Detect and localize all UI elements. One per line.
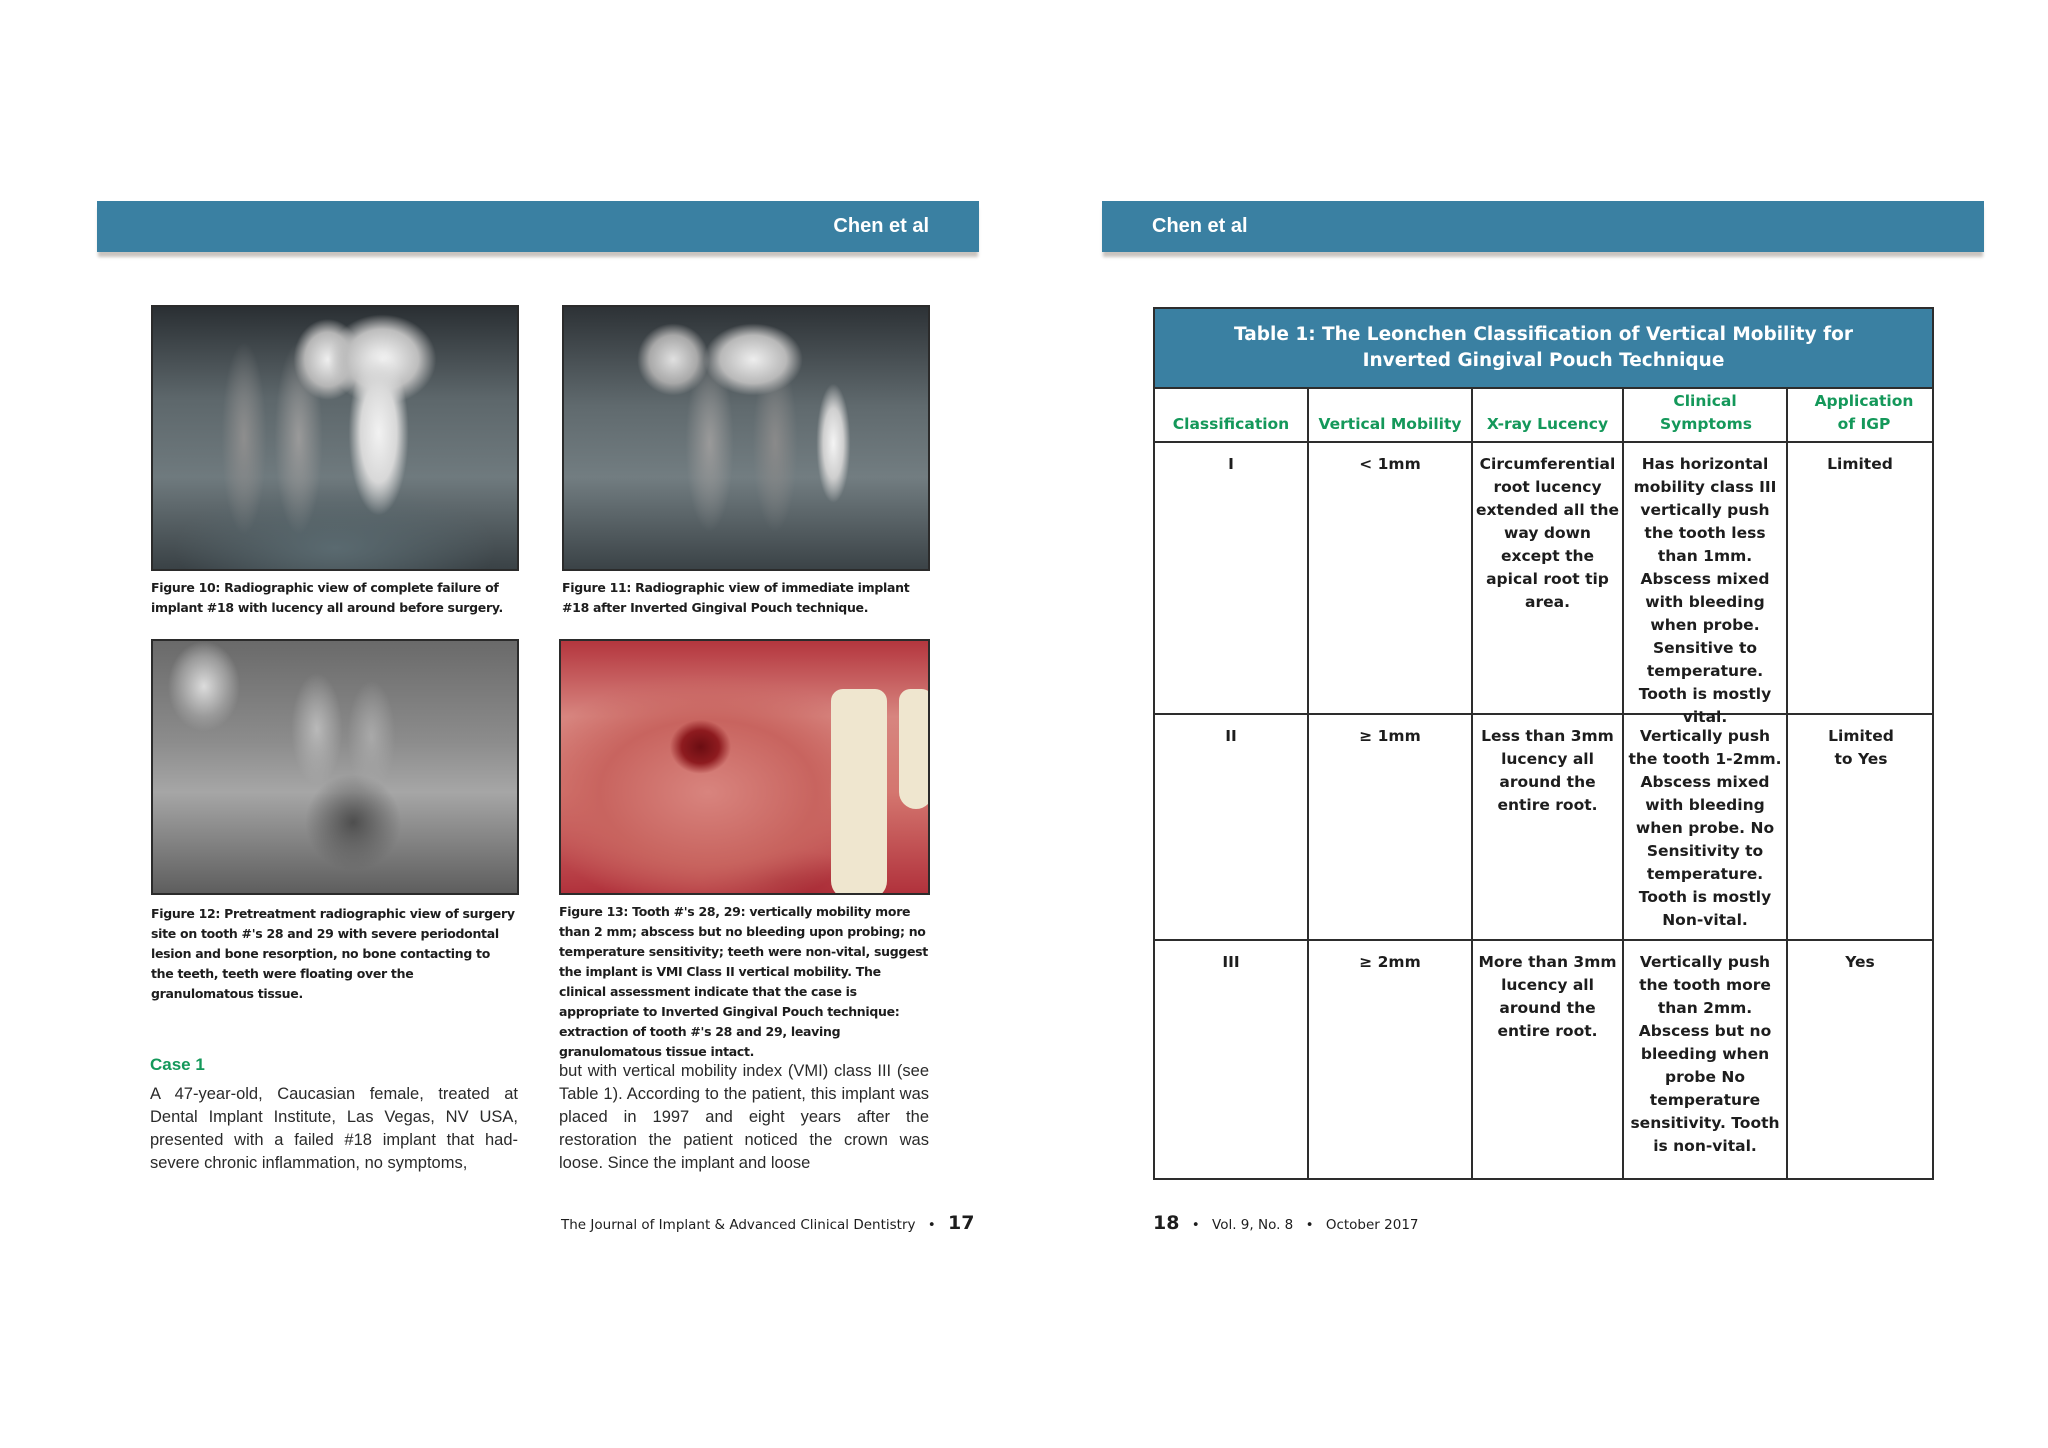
table-rule bbox=[1786, 387, 1788, 1178]
figure-13-text: Tooth #'s 28, 29: vertically mobility more than 2 mm; abscess but no bleeding upon probing; no temperature sensitivity; teeth were non-vital, suggest the implant is VMI Class II vertical mobility. The clinical assessment indicate that the case is appropriate to Inverted Gingival Pouch technique: extraction of tooth #'s 28 and 29, leaving granulomatous tissue intact. bbox=[559, 904, 928, 1059]
row-2-classification: II bbox=[1225, 727, 1237, 745]
row-3-symptoms: Vertically push the tooth more than 2mm. Abscess but no bleeding when probe No temperature sensitivity. Tooth is non-vital. bbox=[1630, 953, 1780, 1155]
figure-10-label: Figure 10: bbox=[151, 580, 221, 595]
row-1-mobility: < 1mm bbox=[1359, 455, 1421, 473]
footer-bullet: • bbox=[927, 1217, 936, 1233]
tooth-crown-edge bbox=[899, 689, 930, 809]
footer-right bbox=[1153, 1212, 1419, 1234]
row-3-classification: III bbox=[1222, 953, 1240, 971]
figure-13-caption bbox=[559, 902, 931, 1062]
header-xray-lucency: X-ray Lucency bbox=[1486, 415, 1609, 433]
running-head-left: Chen et al bbox=[833, 215, 929, 237]
body-column-1: A 47-year-old, Caucasian female, treated at Dental Implant Institute, Las Vegas, NV USA, presented with a failed #18 implant that had-severe chronic inflammation, no symptoms, bbox=[150, 1085, 518, 1172]
table-title-line-2: Inverted Gingival Pouch Technique bbox=[1362, 350, 1725, 371]
table-rule bbox=[1155, 387, 1932, 389]
header-clinical-symptoms: Clinical Symptoms bbox=[1660, 392, 1752, 433]
row-2-symptoms: Vertically push the tooth 1-2mm. Abscess mixed with bleeding when probe. No Sensitivity to temperature. Tooth is mostly Non-vital. bbox=[1628, 727, 1782, 929]
table-rule bbox=[1155, 939, 1932, 941]
figure-12-radiograph bbox=[151, 639, 519, 895]
figure-13-clinical-photo bbox=[559, 639, 930, 895]
table-rule bbox=[1307, 387, 1309, 1178]
body-column-2: but with vertical mobility index (VMI) class III (see Table 1). According to the patient, this implant was placed in 1997 and eight years after the restoration the patient noticed the crown was loose. Since the implant and loose bbox=[559, 1062, 929, 1172]
footer-date: October 2017 bbox=[1325, 1217, 1419, 1233]
row-2-lucency: Less than 3mm lucency all around the entire root. bbox=[1481, 727, 1614, 814]
tooth-crown bbox=[831, 689, 887, 895]
row-2-mobility: ≥ 1mm bbox=[1359, 727, 1421, 745]
row-3-mobility: ≥ 2mm bbox=[1359, 953, 1421, 971]
footer-journal-name: The Journal of Implant & Advanced Clinical Dentistry bbox=[561, 1217, 916, 1233]
figure-10-caption bbox=[151, 578, 521, 618]
row-1-application: Limited bbox=[1827, 455, 1893, 473]
row-1-classification: I bbox=[1228, 455, 1234, 473]
figure-11-text: Radiographic view of immediate implant #18 after Inverted Gingival Pouch technique. bbox=[562, 580, 910, 615]
page-number-left: 17 bbox=[948, 1212, 975, 1234]
table-rule bbox=[1155, 713, 1932, 715]
table-title-line-1: Table 1: The Leonchen Classification of Vertical Mobility for bbox=[1234, 324, 1853, 345]
row-1-lucency: Circumferential root lucency extended all the way down except the apical root tip area. bbox=[1475, 455, 1619, 611]
figure-11-label: Figure 11: bbox=[562, 580, 632, 595]
header-vertical-mobility: Vertical Mobility bbox=[1318, 415, 1462, 433]
footer-left bbox=[561, 1212, 975, 1234]
figure-11-caption bbox=[562, 578, 932, 618]
running-head-right: Chen et al bbox=[1152, 215, 1248, 237]
footer-bullet: • bbox=[1191, 1217, 1200, 1233]
figure-10-radiograph bbox=[151, 305, 519, 571]
footer-volume: Vol. 9, No. 8 bbox=[1212, 1217, 1294, 1233]
header-application-of-igp: Application of IGP bbox=[1814, 392, 1914, 433]
header-classification: Classification bbox=[1172, 415, 1290, 433]
figure-10-text: Radiographic view of complete failure of implant #18 with lucency all around before surgery. bbox=[151, 580, 503, 615]
page-number-right: 18 bbox=[1153, 1212, 1180, 1234]
page-header-left bbox=[97, 201, 979, 252]
figure-12-caption bbox=[151, 904, 516, 1004]
page-header-right bbox=[1102, 201, 1984, 252]
figure-13-label: Figure 13: bbox=[559, 904, 629, 919]
row-3-application: Yes bbox=[1845, 953, 1875, 971]
row-1-symptoms: Has horizontal mobility class III vertically push the tooth less than 1mm. Abscess mixed with bleeding when probe. Sensitive to temperature. Tooth is mostly vital. bbox=[1633, 455, 1777, 726]
row-3-lucency: More than 3mm lucency all around the entire root. bbox=[1478, 953, 1617, 1040]
row-2-application: Limited to Yes bbox=[1828, 727, 1894, 768]
figure-11-radiograph bbox=[562, 305, 930, 571]
figure-12-label: Figure 12: bbox=[151, 906, 221, 921]
case-heading: Case 1 bbox=[150, 1055, 205, 1074]
figure-12-text: Pretreatment radiographic view of surgery site on tooth #'s 28 and 29 with severe periodontal lesion and bone resorption, no bone contacting to the teeth, teeth were floating over the granulomatous tissue. bbox=[151, 906, 515, 1001]
table-rule bbox=[1155, 441, 1932, 443]
classification-table bbox=[1153, 307, 1934, 1180]
table-title bbox=[1155, 309, 1932, 387]
footer-bullet: • bbox=[1305, 1217, 1314, 1233]
